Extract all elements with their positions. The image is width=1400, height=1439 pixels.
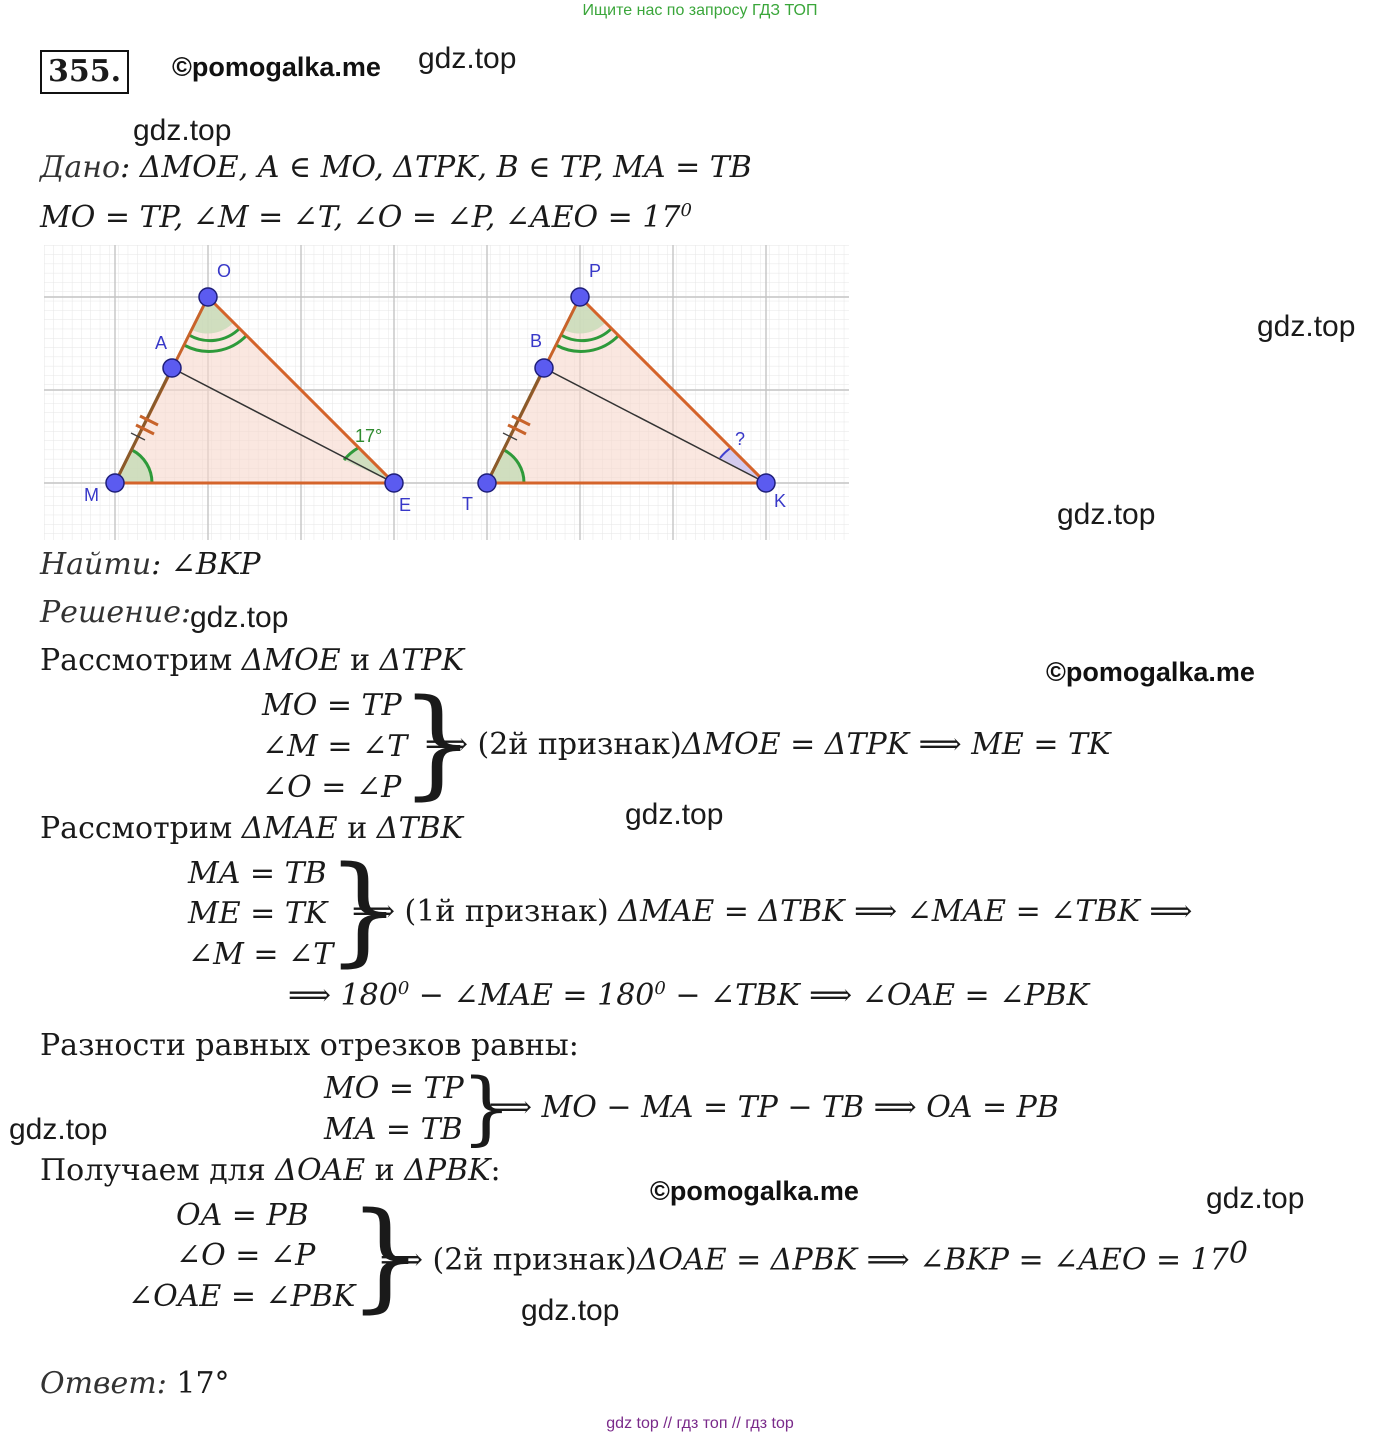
angle-question-label: ?	[735, 429, 746, 449]
answer-line: Ответ: 17°	[40, 1366, 230, 1401]
system-1-row: ∠M = ∠T	[262, 729, 408, 764]
label-p: P	[589, 261, 602, 281]
given-line-1: Дано: ΔMOE, A ∈ MO, ΔTPK, B ∈ TP, MA = TB	[40, 150, 752, 185]
system-4-row: OA = PB	[176, 1198, 309, 1233]
label-a: A	[155, 333, 168, 353]
pomogalka-watermark: ©pomogalka.me	[650, 1176, 859, 1206]
label-e: E	[399, 495, 412, 515]
label-m: M	[84, 485, 99, 505]
system-2-row: MA = TB	[188, 856, 327, 891]
solution-label: Решение	[40, 595, 181, 630]
gdz-watermark: gdz.top	[521, 1294, 620, 1327]
find-value: ∠BKP	[170, 547, 261, 582]
angle-17-label: 17°	[355, 426, 383, 446]
gdz-watermark: gdz.top	[418, 42, 517, 75]
system-4-brace: }	[348, 1186, 424, 1324]
gdz-watermark: gdz.top	[1257, 310, 1356, 343]
find-label: Найти	[40, 547, 152, 582]
triangles-figure	[44, 245, 849, 540]
system-3-brace: }	[461, 1061, 512, 1154]
system-2-row: ∠M = ∠T	[188, 937, 334, 972]
system-3-row: MA = TB	[324, 1112, 463, 1147]
label-o: O	[217, 261, 232, 281]
system-1-result: ⟹ (2й признак)ΔMOE = ΔTPK ⟹ ME = TK	[425, 727, 1111, 762]
label-k: K	[774, 491, 787, 511]
supplementary-angles-line: ⟹ $180^0$ − ∠MAE = $180^0$ − ∠TBK ⟹ ∠OAE = ∠PBK	[288, 978, 1090, 1013]
answer-label: Ответ	[40, 1366, 157, 1401]
label-t: T	[462, 494, 473, 514]
system-1-brace: }	[400, 673, 476, 811]
differences-title: Разности равных отрезков равны:	[40, 1028, 579, 1063]
consider-2: Рассмотрим ΔMAE и ΔTBK	[40, 811, 463, 846]
answer-value: 17°	[176, 1366, 230, 1401]
gdz-watermark: gdz.top	[1206, 1182, 1305, 1215]
system-3-result: ⟹ MO − MA = TP − TB ⟹ OA = PB	[489, 1090, 1059, 1125]
find-line: Найти: ∠BKP	[40, 547, 261, 582]
system-2-result: ⟹ (1й признак) ΔMAE = ΔTBK ⟹ ∠MAE = ∠TBK ⟹	[352, 894, 1193, 929]
pomogalka-watermark: ©pomogalka.me	[1046, 657, 1255, 687]
given-line-2: MO = TP, ∠M = ∠T, ∠O = ∠P, ∠AEO = $17^0$	[40, 200, 692, 235]
system-4-result: ⟹ (2й признак)ΔOAE = ΔPBK ⟹ ∠BKP = ∠AEO = $17^0$	[380, 1236, 1248, 1278]
system-1-row: ∠O = ∠P	[262, 770, 402, 805]
system-4-row: ∠O = ∠P	[176, 1238, 316, 1273]
search-hint: Ищите нас по запросу ГДЗ ТОП	[582, 2, 818, 19]
given-text-1: ΔMOE, A ∈ MO, ΔTPK, B ∈ TP, MA = TB	[139, 150, 752, 185]
system-1-row: MO = TP	[262, 688, 402, 723]
system-2-row: ME = TK	[188, 896, 328, 931]
system-4-row: ∠OAE = ∠PBK	[128, 1279, 356, 1314]
gdz-watermark: gdz.top	[9, 1113, 108, 1146]
given-text-2: MO = TP, ∠M = ∠T, ∠O = ∠P, ∠AEO = 17	[40, 200, 681, 235]
gdz-watermark: gdz.top	[1057, 498, 1156, 531]
given-label: Дано	[40, 150, 121, 185]
gdz-watermark: gdz.top	[190, 601, 289, 634]
gdz-watermark: gdz.top	[133, 114, 232, 147]
get-for-line: Получаем для ΔOAE и ΔPBK:	[40, 1153, 501, 1188]
system-3-row: MO = TP	[324, 1071, 464, 1106]
problem-number: 355.	[40, 50, 129, 94]
footer-links: gdz top // гдз топ // гдз top	[606, 1415, 794, 1432]
solution-label-line: Решение:	[40, 595, 192, 630]
label-b: B	[530, 331, 543, 351]
gdz-watermark: gdz.top	[625, 798, 724, 831]
pomogalka-watermark: ©pomogalka.me	[172, 52, 381, 82]
consider-1: Рассмотрим ΔMOE и ΔTPK	[40, 643, 464, 678]
system-2-brace: }	[326, 840, 402, 978]
